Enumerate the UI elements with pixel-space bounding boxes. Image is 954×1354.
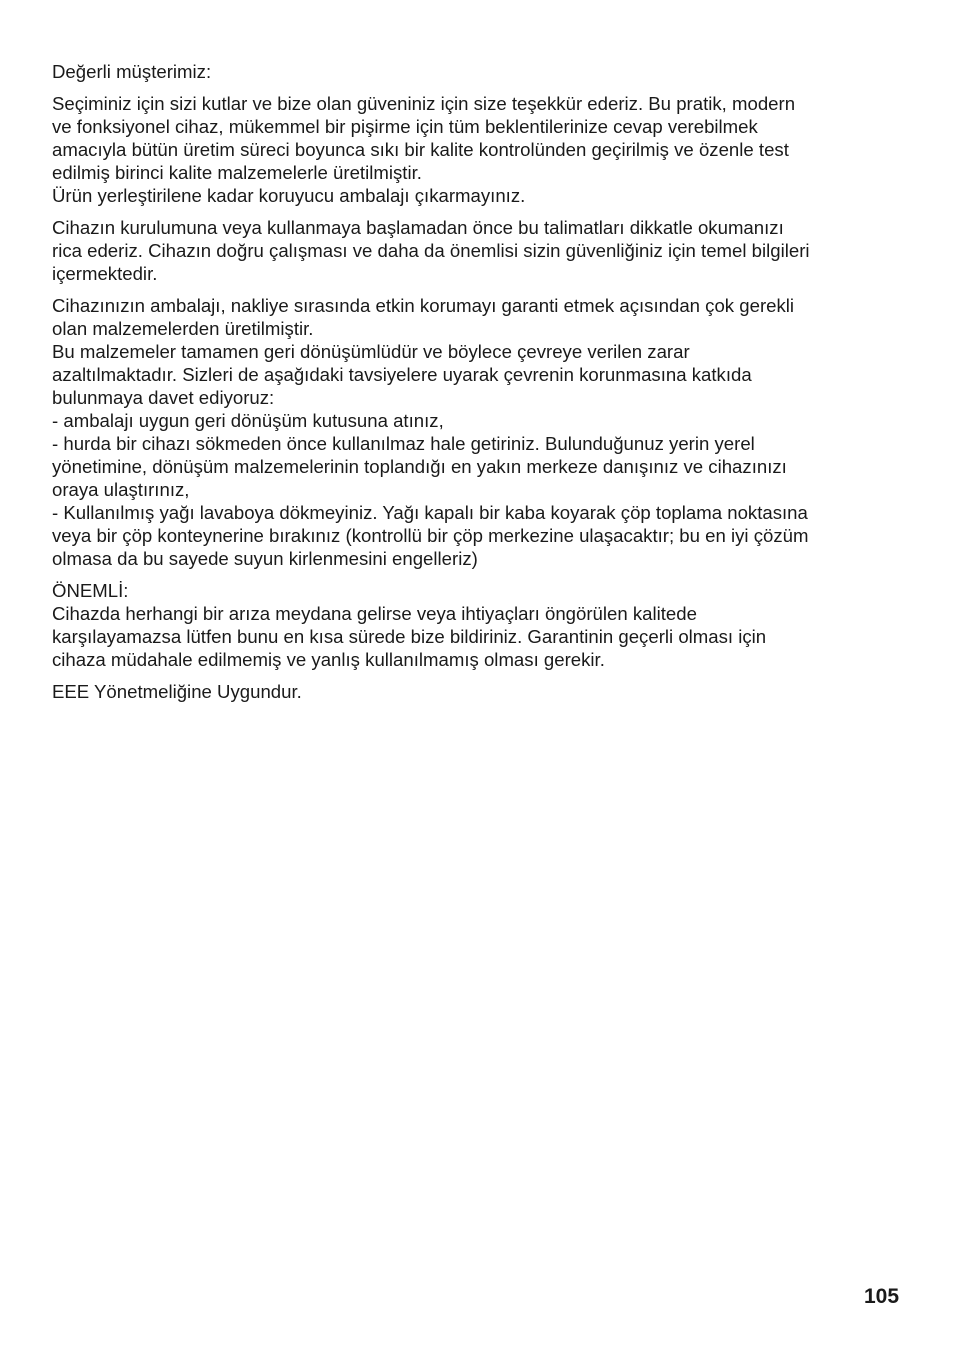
paragraph-line: Cihazda herhangi bir arıza meydana gelirse veya ihtiyaçları öngörülen kalitede [52,603,697,624]
paragraph-important [52,579,912,671]
paragraph-line: karşılayamazsa lütfen bunu en kısa sürede bize bildiriniz. Garantinin geçerli olması için [52,626,767,647]
paragraph-line: cihaza müdahale edilmemiş ve yanlış kullanılmamış olması gerekir. [52,649,605,670]
paragraph-line: bulunmaya davet ediyoruz: [52,387,275,408]
paragraph-line: edilmiş birinci kalite malzemelerle üretilmiştir. [52,162,422,183]
document-body [52,60,912,712]
paragraph-line: Cihazınızın ambalajı, nakliye sırasında etkin korumayı garanti etmek açısından çok gerekli [52,295,795,316]
paragraph-line: olan malzemelerden üretilmiştir. [52,318,314,339]
paragraph-line: içermektedir. [52,263,158,284]
paragraph-line: Seçiminiz için sizi kutlar ve bize olan güveniniz için size teşekkür ederiz. Bu pratik, modern [52,93,796,114]
paragraph-line: veya bir çöp konteynerine bırakınız (kontrollü bir çöp merkezine ulaşacaktır; bu en iyi çözüm [52,525,809,546]
paragraph-line: amacıyla bütün üretim süreci boyunca sıkı bir kalite kontrolünden geçirilmiş ve özenle test [52,139,789,160]
paragraph-compliance [52,680,912,703]
paragraph-line: azaltılmaktadır. Sizleri de aşağıdaki tavsiyelere uyarak çevrenin korunmasına katkıda [52,364,752,385]
paragraph-environment [52,294,912,570]
paragraph-line: yönetimine, dönüşüm malzemelerinin toplandığı en yakın merkeze danışınız ve cihazınızı [52,456,787,477]
paragraph-line: Bu malzemeler tamamen geri dönüşümlüdür ve böylece çevreye verilen zarar [52,341,690,362]
important-heading: ÖNEMLİ: [52,580,129,601]
paragraph-line: oraya ulaştırınız, [52,479,190,500]
greeting-text: Değerli müşterimiz: [52,61,212,82]
paragraph-line: rica ederiz. Cihazın doğru çalışması ve daha da önemlisi sizin güvenliğiniz için temel bilgileri [52,240,810,261]
paragraph-introduction [52,92,912,207]
page-number: 105 [864,1285,900,1308]
paragraph-line: ve fonksiyonel cihaz, mükemmel bir pişirme için tüm beklentilerinize cevap verebilmek [52,116,758,137]
paragraph-line: Cihazın kurulumuna veya kullanmaya başlamadan önce bu talimatları dikkatle okumanızı [52,217,784,238]
list-item: - ambalajı uygun geri dönüşüm kutusuna atınız, [52,410,444,431]
compliance-note: EEE Yönetmeliğine Uygundur. [52,681,302,702]
greeting [52,60,912,83]
list-item: - Kullanılmış yağı lavaboya dökmeyiniz. Yağı kapalı bir kaba koyarak çöp toplama noktasına [52,502,808,523]
paragraph-line: olmasa da bu sayede suyun kirlenmesini engelleriz) [52,548,478,569]
paragraph-line: Ürün yerleştirilene kadar koruyucu ambalajı çıkarmayınız. [52,185,526,206]
paragraph-instructions [52,216,912,285]
list-item: - hurda bir cihazı sökmeden önce kullanılmaz hale getiriniz. Bulunduğunuz yerin yerel [52,433,755,454]
